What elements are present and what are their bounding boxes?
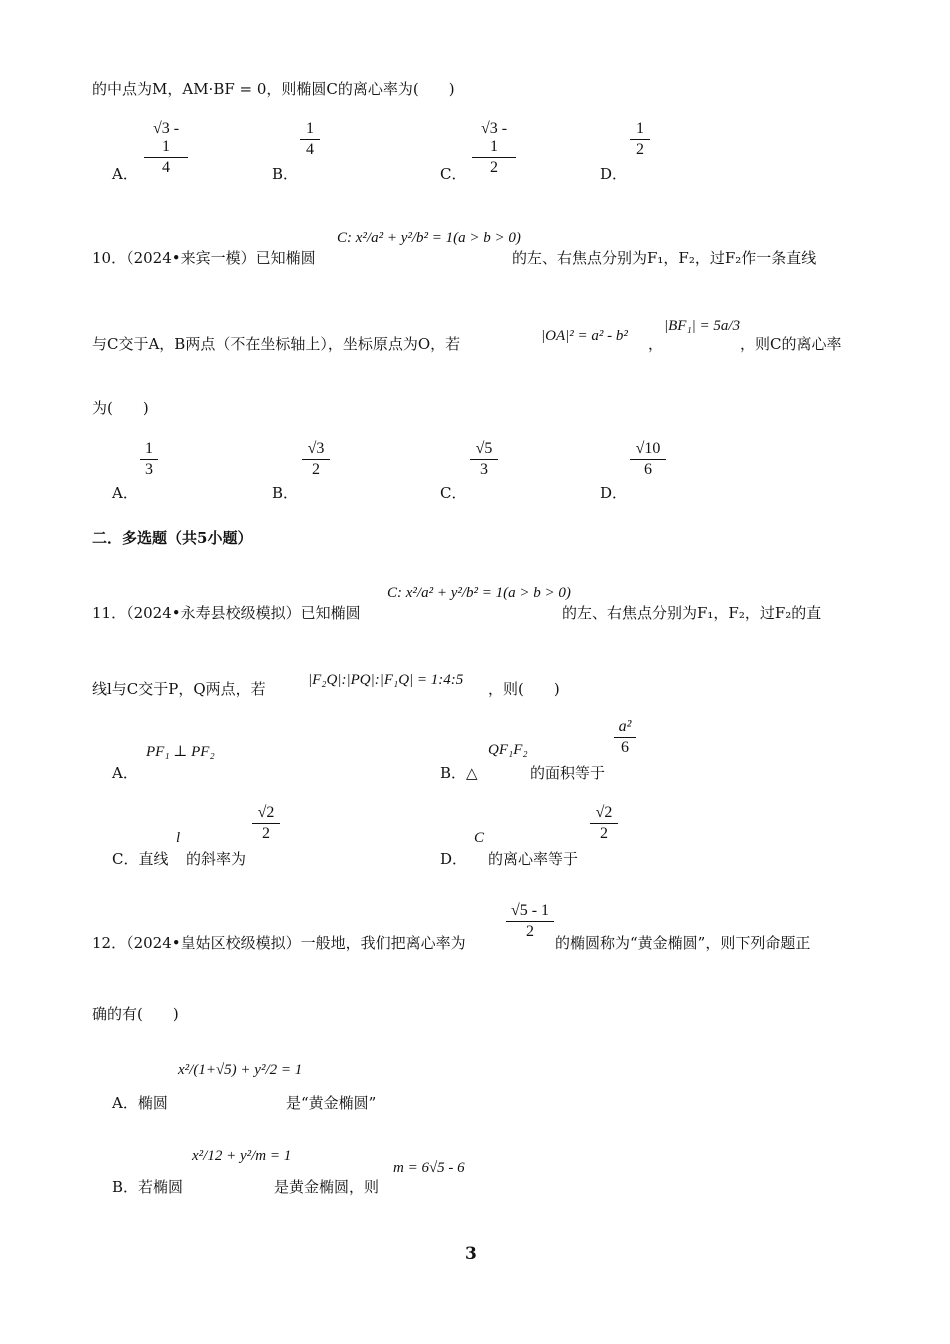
q9-option-d-den: 2 [636, 141, 644, 158]
q9-option-a-label: A． [112, 165, 138, 183]
q10-option-c-label: C． [440, 484, 467, 502]
q10-option-c-den: 3 [480, 461, 488, 478]
q11-option-c-var: l [176, 830, 181, 846]
q10-suffix: 的左、右焦点分别为F₁，F₂，过F₂作一条直线 [512, 249, 817, 267]
q9-option-c-label: C． [440, 165, 467, 183]
q11-option-b-label: B．△ [440, 764, 478, 782]
q12-line2: 确的有( ) [92, 1005, 179, 1023]
q9-option-d-label: D． [600, 165, 628, 183]
q11-line2a: 线l与C交于P，Q两点，若 [92, 680, 266, 698]
q10-condition-bf1: |BF₁| = 5a/3 [664, 318, 741, 334]
q12-option-a-label: A．椭圆 [112, 1094, 168, 1112]
q12-suffix: 的椭圆称为“黄金椭圆”，则下列命题正 [555, 934, 811, 952]
q11-ratio-condition: |F₂Q|:|PQ|:|F₁Q| = 1:4:5 [308, 672, 464, 688]
q10-option-a-num: 1 [145, 440, 153, 457]
q10-option-d-fraction [630, 440, 666, 479]
q11-option-b-num: a² [618, 718, 632, 735]
q11-option-d-label: D． [440, 850, 468, 868]
q11-option-c-fraction [252, 804, 280, 843]
q10-option-b-num: √3 [307, 440, 325, 457]
q9-option-b-num: 1 [306, 120, 314, 137]
q11-option-d-text: 的离心率等于 [488, 850, 579, 868]
q11-option-c-den: 2 [262, 825, 270, 842]
q10-prefix: 10．（2024•来宾一模）已知椭圆 [92, 249, 316, 267]
q11-option-a-expr: PF₁ ⊥ PF₂ [146, 744, 215, 760]
q9-option-a-fraction [144, 120, 188, 177]
q9-option-a-num: √3 - 1 [152, 120, 180, 155]
q11-option-d-num: √2 [595, 804, 613, 821]
q11-option-b-triangle: QF₁F₂ [488, 742, 528, 758]
q12-num: √5 - 1 [510, 902, 550, 919]
q12-option-b-text: 是黄金椭圆，则 [274, 1178, 380, 1196]
q12-option-a-equation: x²/(1+√5) + y²/2 = 1 [178, 1062, 303, 1078]
q11-option-b-fraction [614, 718, 636, 757]
q11-option-c-label: C．直线 [112, 850, 169, 868]
q10-option-b-label: B． [272, 484, 299, 502]
q11-prefix: 11．（2024•永寿县校级模拟）已知椭圆 [92, 604, 361, 622]
q10-ellipse-equation: C: x²/a² + y²/b² = 1(a > b > 0) [337, 230, 521, 246]
q10-line2b: ， [648, 335, 664, 353]
q11-line2b: ，则( ) [488, 680, 560, 698]
q10-option-b-fraction [302, 440, 330, 479]
q10-option-b-den: 2 [312, 461, 320, 478]
q10-line3: 为( ) [92, 399, 149, 417]
q10-option-c-num: √5 [475, 440, 493, 457]
q10-option-d-den: 6 [644, 461, 652, 478]
q11-option-a-label: A． [112, 764, 138, 782]
q11-option-d-var: C [474, 830, 485, 846]
q9-option-c-den: 2 [490, 159, 498, 176]
q11-option-b-den: 6 [621, 739, 629, 756]
q10-condition-oa: |OA|² = a² - b² [541, 328, 628, 344]
q12-golden-ratio-fraction [506, 902, 554, 941]
q12-den: 2 [526, 923, 534, 940]
q10-option-a-label: A． [112, 484, 138, 502]
q10-option-d-num: √10 [635, 440, 661, 457]
q9-option-a-den: 4 [162, 159, 170, 176]
q10-option-a-fraction [140, 440, 158, 479]
q9-option-d-num: 1 [636, 120, 644, 137]
q12-option-b-result: m = 6√5 - 6 [393, 1160, 465, 1176]
q9-option-c-fraction [472, 120, 516, 177]
section-heading-multiple-choice: 二．多选题（共5小题） [92, 529, 253, 547]
q9-option-b-fraction [300, 120, 320, 159]
q9-option-b-label: B． [272, 165, 299, 183]
q10-line2c: ，则C的离心率 [740, 335, 842, 353]
q12-option-a-text: 是“黄金椭圆” [286, 1094, 377, 1112]
page-number: 3 [465, 1244, 477, 1264]
q9-stem: 的中点为M，AM·BF = 0，则椭圆C的离心率为( ) [92, 80, 455, 98]
q10-option-a-den: 3 [145, 461, 153, 478]
q10-option-c-fraction [470, 440, 498, 479]
q11-option-b-text: 的面积等于 [530, 764, 606, 782]
q11-ellipse-equation: C: x²/a² + y²/b² = 1(a > b > 0) [387, 585, 571, 601]
q10-option-d-label: D． [600, 484, 628, 502]
q11-option-c-text: 的斜率为 [186, 850, 247, 868]
q11-option-d-fraction [590, 804, 618, 843]
q10-line2a: 与C交于A，B两点（不在坐标轴上），坐标原点为O，若 [92, 335, 461, 353]
q12-prefix: 12．（2024•皇姑区校级模拟）一般地，我们把离心率为 [92, 934, 466, 952]
q9-option-d-fraction [630, 120, 650, 159]
q12-option-b-equation: x²/12 + y²/m = 1 [192, 1148, 292, 1164]
q9-option-c-num: √3 - 1 [480, 120, 508, 155]
q11-option-d-den: 2 [600, 825, 608, 842]
q9-option-b-den: 4 [306, 141, 314, 158]
q11-suffix: 的左、右焦点分别为F₁，F₂，过F₂的直 [562, 604, 822, 622]
q12-option-b-label: B．若椭圆 [112, 1178, 184, 1196]
q11-option-c-num: √2 [257, 804, 275, 821]
